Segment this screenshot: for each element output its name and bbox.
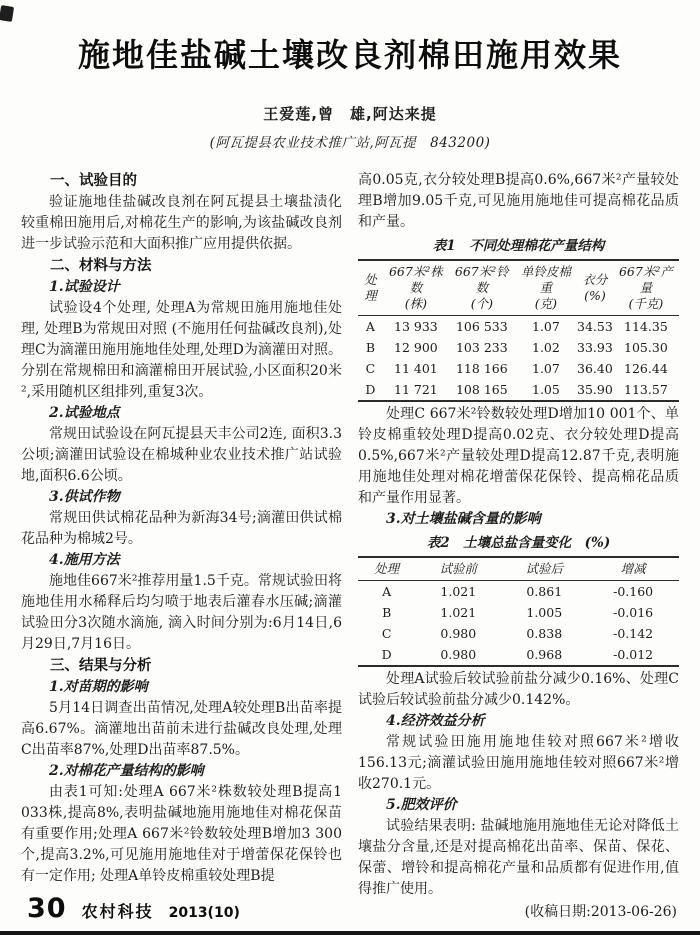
table-1-caption: 表1 不同处理棉花产量结构 <box>432 238 605 254</box>
table-row: B 12 900 103 233 1.02 33.93 105.30 <box>365 339 668 355</box>
table-1-col-header: 单铃皮棉重 (克) <box>515 260 577 316</box>
sub-heading-evaluation: 5.肥效评价 <box>386 797 457 813</box>
table-row: B 1.021 1.005 -0.016 <box>382 604 654 620</box>
table-2 <box>358 556 679 667</box>
page-number: 30 <box>27 893 67 924</box>
paragraph: 5月14日调查出苗情况,处理A较处理B出苗率提高6.67%。滴灌地出苗前未进行盐碱改良处理,处理C出苗率87%,处理D出苗率87.5%。 <box>21 700 342 758</box>
table-1-col-header: 667米²产量 (千克) <box>613 260 679 316</box>
table-2-caption: 表2 土壤总盐含量变化 (%) <box>426 535 611 551</box>
table-row: C 11 401 118 166 1.07 36.40 126.44 <box>365 360 668 376</box>
table-row: D 0.980 0.968 -0.012 <box>381 646 654 662</box>
sub-heading-design: 1.试验设计 <box>49 279 120 295</box>
received-date: (收稿日期:2013-06-26) <box>524 904 677 920</box>
sub-heading-crop: 3.供试作物 <box>49 489 120 505</box>
paragraph: 处理C 667米²铃数较处理D增加10 001个、单铃皮棉重较处理D提高0.02克、衣分较处理D提高0.5%,667米²产量较处理D提高12.87千克,表明施用施地佳处理对棉花增蕾保花保铃、提高棉花品质和产量作用显著。 <box>358 406 679 506</box>
table-1-header-row <box>358 260 679 316</box>
table-row: A 13 933 106 533 1.07 34.53 114.35 <box>365 318 668 334</box>
page-footer <box>27 893 240 924</box>
table-1 <box>358 259 679 402</box>
paragraph-continued: 高0.05克,衣分较处理B提高0.6%,667米²产量较处理B增加9.05千克,可见施用施地佳可提高棉花品质和产量。 <box>358 172 679 230</box>
sub-heading-economics: 4.经济效益分析 <box>386 713 485 729</box>
paragraph: 常规试验田施用施地佳较对照667米²增收156.13元;滴灌试验田施用施地佳较对照667米²增收270.1元。 <box>358 734 679 792</box>
article-authors: 王爱莲,曾 雄,阿达来提 <box>263 105 437 123</box>
table-row: D 11 721 108 165 1.05 35.90 113.57 <box>365 381 668 397</box>
sub-heading-yield-structure: 2.对棉花产量结构的影响 <box>49 763 204 779</box>
table-1-col-header: 667米²铃数 (个) <box>449 260 515 316</box>
scan-smudge <box>0 5 14 22</box>
right-column <box>358 170 679 923</box>
issue-label: 2013(10) <box>168 905 240 921</box>
paragraph: 试验设4个处理, 处理A为常规田施用施地佳处理, 处理B为常规田对照 (不施用任何盐碱改良剂),处理C为滴灌田施用施地佳处理,处理D为滴灌田对照。分别在常规棉田和滴灌棉田开展试验,小区面积20米²,采用随机区组排列,重复3次。 <box>21 300 342 400</box>
left-column <box>21 170 342 923</box>
table-2-header-row <box>358 557 679 581</box>
article-header <box>0 0 700 151</box>
table-2-col-header: 增减 <box>587 557 679 581</box>
table-2-col-header: 试验前 <box>415 557 501 581</box>
two-column-body <box>0 170 700 923</box>
journal-name: 农村科技 <box>81 902 154 921</box>
sub-heading-soil-salt: 3.对土壤盐碱含量的影响 <box>386 511 541 527</box>
section-heading-1: 一、试验目的 <box>50 173 137 189</box>
sub-heading-method: 4.施用方法 <box>49 552 120 568</box>
paragraph: 施地佳667米²推荐用量1.5千克。常规试验田将施地佳用水稀释后均匀喷于地表后灌春水压碱;滴灌试验田分3次随水滴施, 滴入时间分别为:6月14日,6月29日,7月16日。 <box>21 573 342 652</box>
section-heading-2: 二、材料与方法 <box>50 258 152 274</box>
paragraph: 常规田试验设在阿瓦提县天丰公司2连, 面积3.3公顷;滴灌田试验设在棉城种业农业技术推广站试验地,面积6.6公顷。 <box>21 426 342 484</box>
paragraph: 验证施地佳盐碱改良剂在阿瓦提县土壤盐渍化较重棉田施用后,对棉花生产的影响,为该盐碱改良剂进一步试验示范和大面积推广应用提供依据。 <box>21 194 342 252</box>
table-1-col-header: 667米²株数 (株) <box>383 260 449 316</box>
table-2-col-header: 处理 <box>358 557 415 581</box>
paragraph: 常规田供试棉花品种为新海34号;滴灌田供试棉花品种为棉城2号。 <box>21 510 342 547</box>
table-1-col-header: 处理 <box>358 260 383 316</box>
paragraph: 处理A试验后较试验前盐分减少0.16%、处理C试验后较试验前盐分减少0.142%。 <box>358 671 679 708</box>
table-row: A 1.021 0.861 -0.160 <box>382 583 654 599</box>
paragraph: 由表1可知:处理A 667米²株数较处理B提高1 033株,提高8%,表明盐碱地施用施地佳对棉花保苗有重要作用;处理A 667米²铃数较处理B增加3 300个,提高3.2%,可见施用施地佳对于增蕾保花保铃也有一定作用; 处理A单铃皮棉重较处理B提 <box>21 784 342 884</box>
sub-heading-site: 2.试验地点 <box>49 405 120 421</box>
table-2-col-header: 试验后 <box>501 557 587 581</box>
sub-heading-seedling: 1.对苗期的影响 <box>49 679 148 695</box>
article-affiliation: (阿瓦提县农业技术推广站,阿瓦提 843200) <box>209 135 491 151</box>
table-row: C 0.980 0.838 -0.142 <box>381 625 654 641</box>
bottom-rule <box>0 931 700 935</box>
table-1-col-header: 衣分 (%) <box>577 260 613 316</box>
article-title: 施地佳盐碱土壤改良剂棉田施用效果 <box>77 36 622 74</box>
paragraph: 试验结果表明: 盐碱地施用施地佳无论对降低土壤盐分含量,还是对提高棉花出苗率、保苗、保花、保蕾、增铃和提高棉花产量和品质都有促进作用,值得推广使用。 <box>358 818 679 897</box>
section-heading-3: 三、结果与分析 <box>50 658 152 674</box>
